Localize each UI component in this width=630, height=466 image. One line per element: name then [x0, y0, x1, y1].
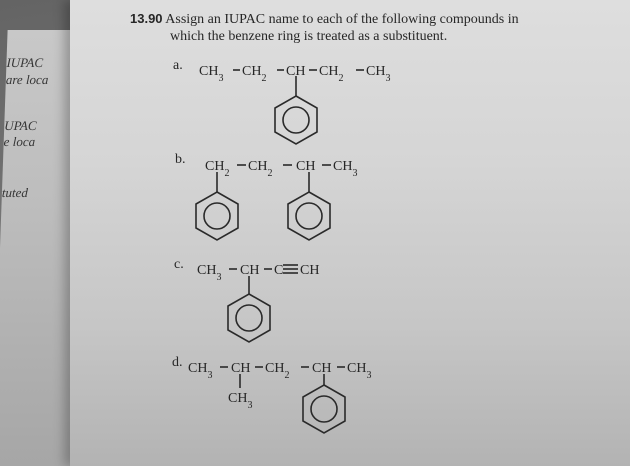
left-fragment-3: UPAC — [4, 118, 37, 133]
svg-text:CH — [312, 361, 331, 376]
group: CH — [366, 64, 386, 79]
svg-text:CH — [240, 263, 259, 278]
group: CH — [231, 361, 251, 376]
group: CH — [319, 64, 339, 79]
svg-text:CH — [300, 263, 319, 278]
svg-text:CH — [231, 361, 250, 376]
group: CH — [199, 64, 219, 79]
benzene-ring-a — [275, 96, 317, 144]
problem-text-line-2: which the benzene ring is treated as a substituent. — [170, 29, 448, 44]
group: CH — [197, 263, 217, 278]
benzene-ring-c — [228, 294, 270, 342]
benzene-ring-b2 — [288, 192, 330, 240]
svg-text:CH3 — [199, 64, 223, 84]
group: CH — [248, 159, 268, 174]
svg-text:C — [274, 263, 283, 278]
left-fragment-4: e loca — [3, 134, 36, 149]
subscript: 3 — [385, 72, 391, 84]
svg-text:CH3 — [333, 159, 357, 179]
subscript: 2 — [261, 72, 267, 84]
subscript: 3 — [247, 399, 253, 411]
left-fragment-5: tuted — [1, 185, 29, 200]
group: CH — [242, 64, 262, 79]
subscript: 3 — [216, 271, 222, 283]
subscript: 3 — [352, 167, 358, 179]
group: CH — [240, 263, 260, 278]
aromatic-circle — [311, 396, 337, 422]
subscript: 2 — [284, 369, 290, 381]
svg-text:CH — [286, 64, 305, 79]
subscript: 3 — [207, 369, 213, 381]
group: CH — [300, 263, 320, 278]
group: CH — [296, 159, 316, 174]
svg-text:CH3 — [347, 361, 371, 381]
group: CH — [312, 361, 332, 376]
svg-text:CH2 — [265, 361, 289, 381]
svg-text:CH2 — [319, 64, 343, 84]
svg-text:CH3 — [228, 391, 252, 411]
svg-text:CH2 — [248, 159, 272, 179]
svg-text:CH — [296, 159, 315, 174]
formula-b — [205, 159, 357, 179]
benzene-ring-b1 — [196, 192, 238, 240]
group: C — [274, 263, 284, 278]
group: CH — [265, 361, 285, 376]
formula-c — [197, 263, 319, 283]
group: CH — [286, 64, 306, 79]
formula-d — [188, 361, 371, 411]
svg-text:CH3 — [188, 361, 212, 381]
problem-number: 13.90 — [130, 11, 163, 26]
aromatic-circle — [296, 203, 322, 229]
formula-a — [199, 64, 390, 84]
subscript: 2 — [267, 167, 273, 179]
aromatic-circle — [204, 203, 230, 229]
subscript: 2 — [224, 167, 230, 179]
branch-group: CH — [228, 391, 248, 406]
problem-text-line-1: Assign an IUPAC name to each of the following compounds in — [165, 12, 519, 27]
benzene-ring-d — [303, 385, 345, 433]
part-c-label: c. — [174, 257, 184, 272]
subscript: 2 — [338, 72, 344, 84]
part-d-label: d. — [172, 355, 183, 370]
left-fragment-1: IUPAC — [6, 55, 44, 70]
left-fragment-2: are loca — [5, 72, 49, 87]
part-b-label: b. — [175, 152, 186, 167]
svg-text:CH3 — [366, 64, 390, 84]
group: CH — [205, 159, 225, 174]
group: CH — [347, 361, 367, 376]
group: CH — [333, 159, 353, 174]
part-a-label: a. — [173, 58, 183, 73]
aromatic-circle — [283, 107, 309, 133]
group: CH — [188, 361, 208, 376]
svg-text:CH2 — [242, 64, 266, 84]
aromatic-circle — [236, 305, 262, 331]
subscript: 3 — [218, 72, 224, 84]
subscript: 3 — [366, 369, 372, 381]
svg-text:CH3 — [197, 263, 221, 283]
